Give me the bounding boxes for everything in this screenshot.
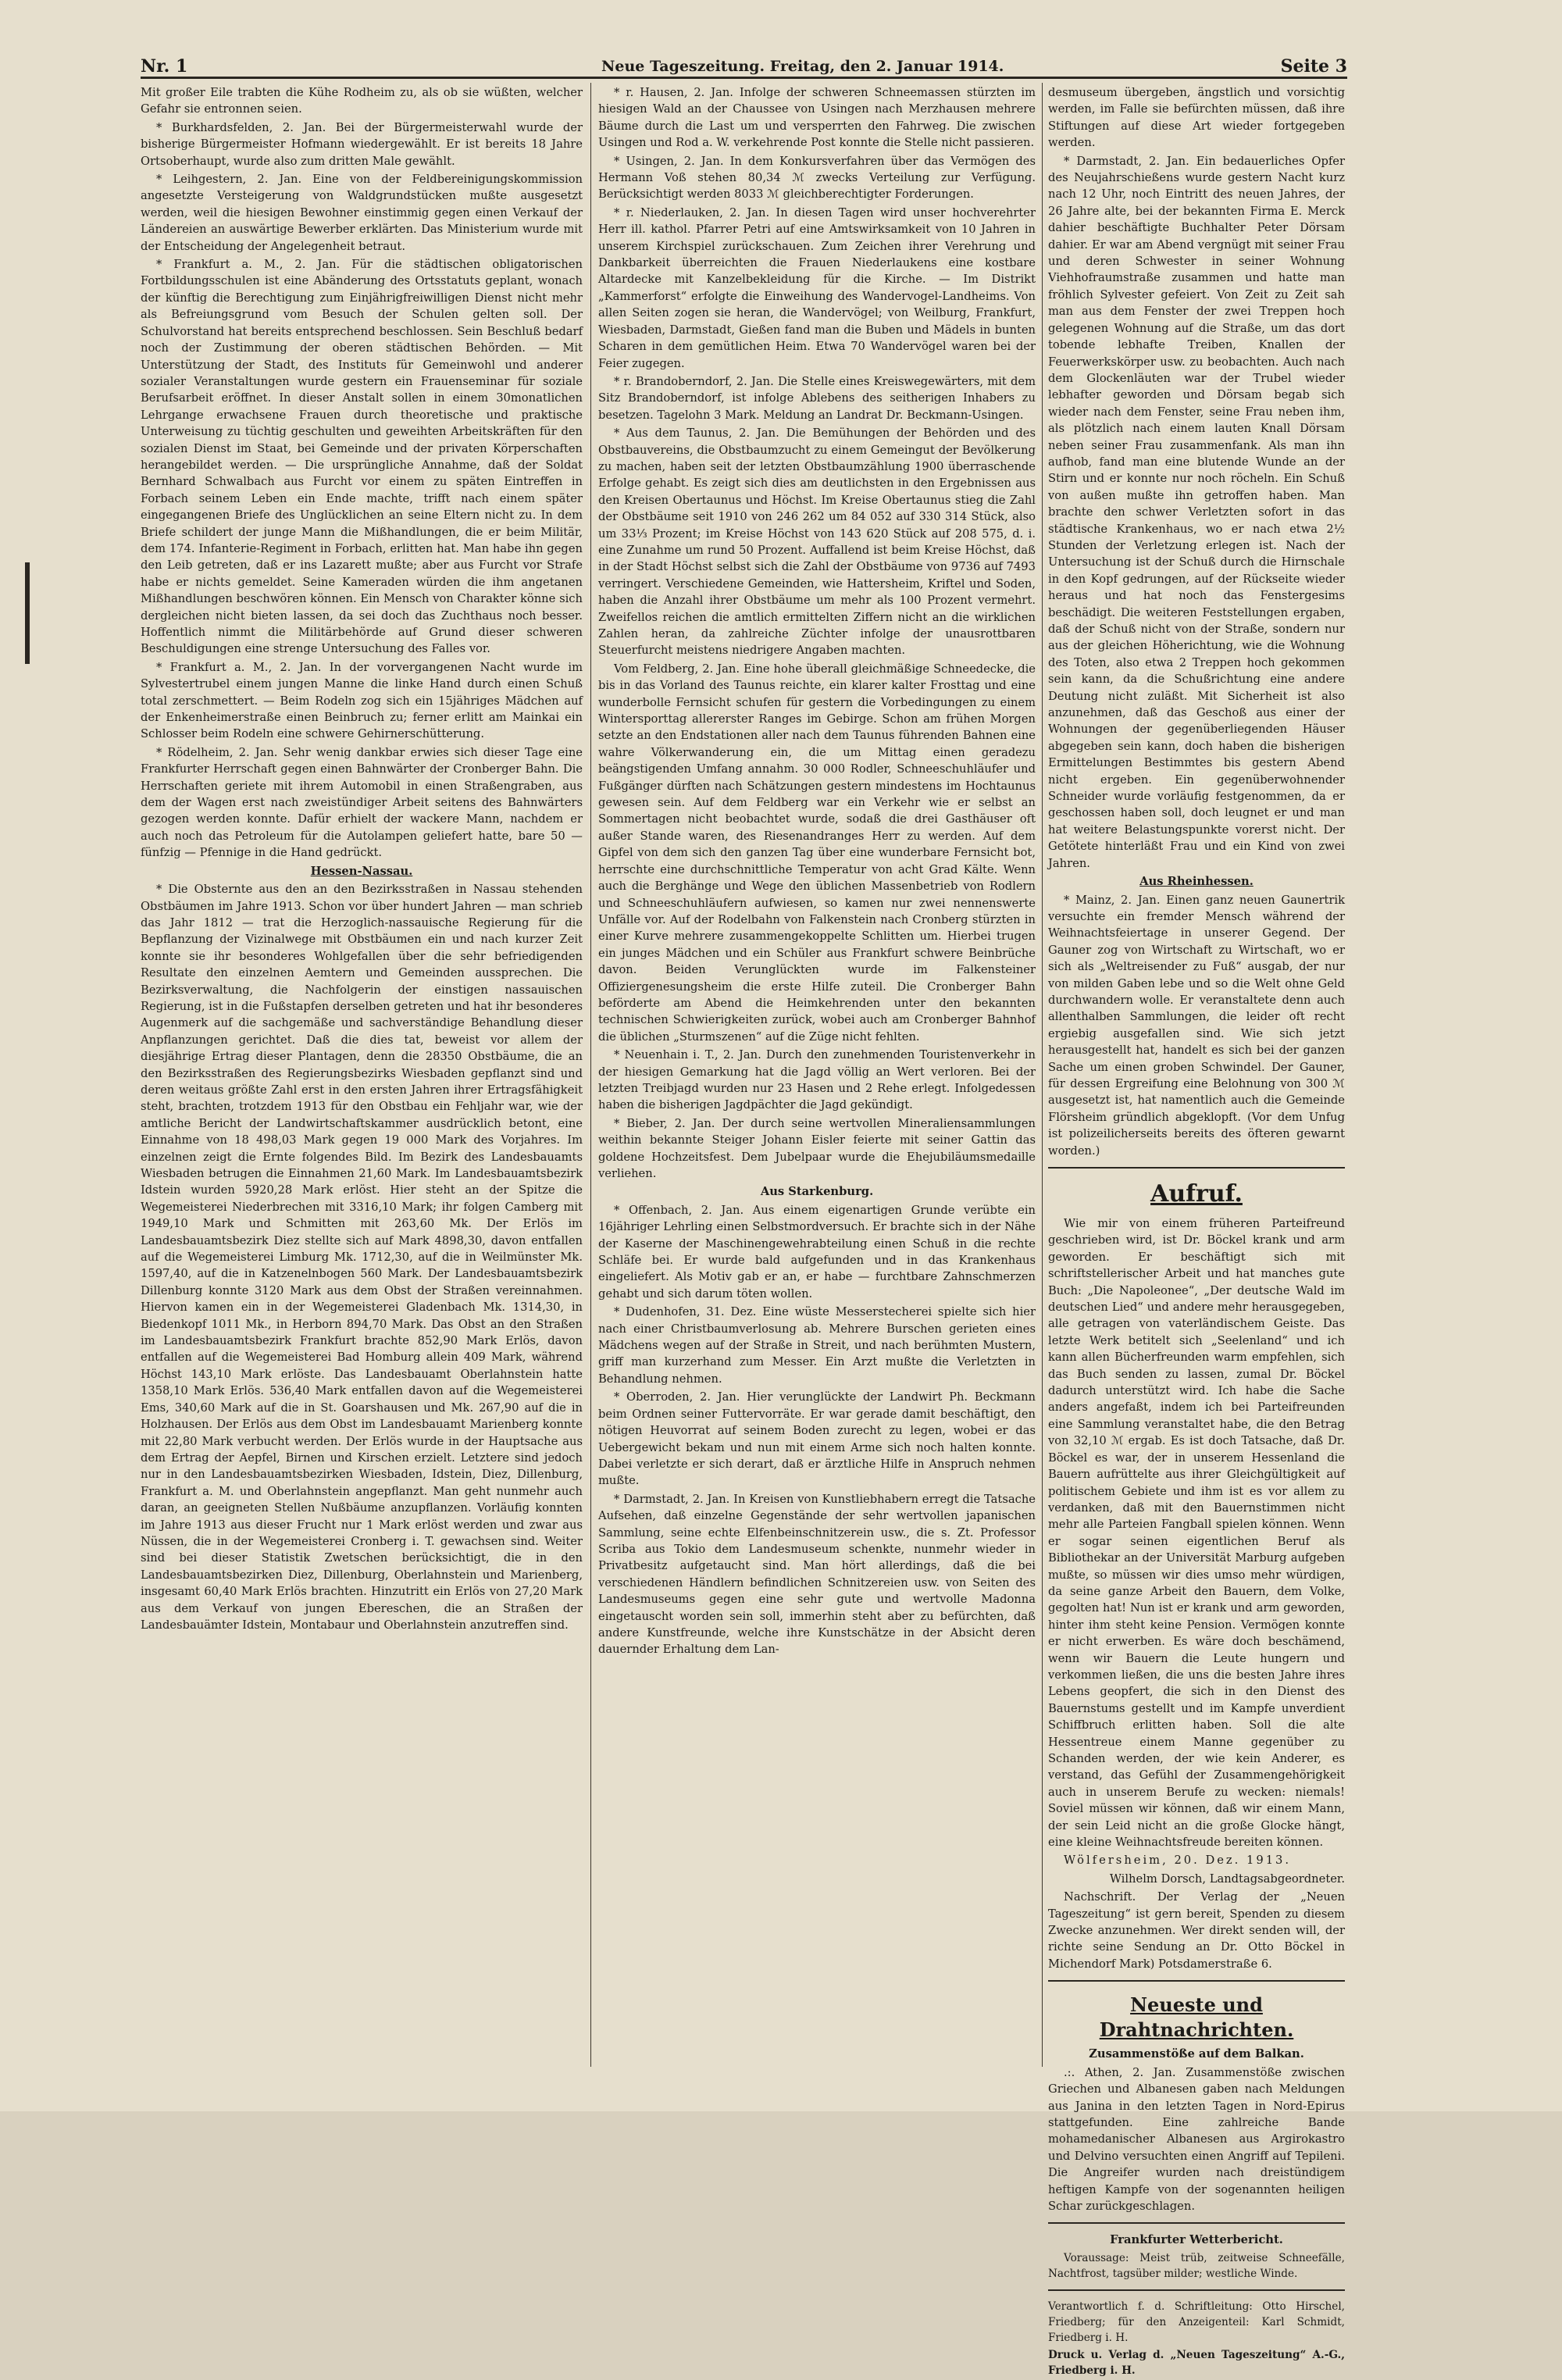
article-obsternte: * Die Obsternte aus den an den Bezirksstraßen in Nassau stehenden Obstbäumen im Jahre 1913. Schon vor über hundert Jahren — man schrieb das Jahr 1812 — trat die Herzoglich-nassauische Regierung für die Bepflanzung der Vizinalwege mit Obstbäumen ein und nach kurzer Zeit konnte sie ihr besonderes Wohlgefallen über die sehr befriedigenden Resultate den einzelnen Aemtern und Gemeinden aussprechen. Die Bezirksverwaltung, die Nachfolgerin der einstigen nassauischen Regierung, ist in die Fußstapfen derselben getreten und hat ihr besonderes Augenmerk auf die sachgemäße und sachverständige Behandlung dieser Anpflanzungen gerichtet. Daß die dies tat, beweist vor allem der diesjährige Ertrag dieser Plantagen, denn die 28350 Obstbäume, die an den Bezirksstraßen des Regierungsbezirks Wiesbaden gepflanzt sind und deren weitaus größte Zahl erst in den ersten Jahren ihrer Ertragsfähigkeit steht, brachten, trotzdem 1913 für den Obstbau ein Fehljahr war, wie der amtliche Bericht der Landwirtschaftskammer ausdrücklich betont, eine Einnahme von 18 498,03 Mark gegen 19 000 Mark des Vorjahres. Im einzelnen zeigt die Ernte folgendes Bild. Im Bezirk des Landesbauamts Wiesbaden betrugen die Einnahmen 21,60 Mark. Im Landesbauamtsbezirk Idstein wurden 5920,28 Mark erlöst. Hier steht an der Spitze die Wegemeisterei Niederbrechen mit 3316,10 Mark; ihr folgen Camberg mit 1949,10 Mark und Schmitten mit 263,60 Mk. Der Erlös im Landesbauamtsbezirk Diez stellte sich auf Mark 4898,30, davon entfallen auf die Wegemeisterei Limburg Mk. 1712,30, auf die in Weilmünster Mk. 1597,40, auf die in Katzenelnbogen 560 Mark. Der Landesbauamtsbezirk Dillenburg konnte 3120 Mark aus dem Obst der Straßen vereinnahmen. Hiervon kamen ein in der Wegemeisterei Gladenbach Mk. 1314,30, in Biedenkopf 1011 Mk., in Herborn 894,70 Mark. Das Obst an den Straßen im Landesbauamtsbezirk Frankfurt brachte 852,90 Mark Erlös, davon entfallen auf die Wegemeisterei Bad Homburg allein 409 Mark, während Höchst 143,10 Mark erlöste. Das Landesbauamt Oberlahnstein hatte 1358,10 Mark Erlös. 536,40 Mark entfallen davon auf die Wegemeisterei Ems, 340,60 Mark auf die in St. Goarshausen und Mk. 267,90 auf die in Holzhausen. Der Erlös aus dem Obst im Landesbauamt Marienberg konnte mit 22,80 Mark verbucht werden. Der Erlös wurde in der Hauptsache aus dem Ertrag der Aepfel, Birnen und Kirschen erzielt. Letztere sind jedoch nur in den Landesbauamtsbezirken Wiesbaden, Idstein, Diez, Dillenburg, Frankfurt a. M. und Oberlahnstein angepflanzt. Man geht nunmehr auch daran, an geeigneten Stellen Nußbäume anzupflanzen. Vorläufig konnten im Jahre 1913 aus dieser Frucht nur 1 Mark erlöst werden und zwar aus Nüssen, die in der Wegemeisterei Cronberg i. T. gewachsen sind. Weiter sind bei dieser Statistik Zwetschen berücksichtigt, die in den Landesbauamtsbezirken Diez, Dillenburg, Oberlahnstein und Marienberg, insgesamt 60,40 Mark Erlös brachten. Hinzutritt ein Erlös von 27,20 Mark aus dem Verkauf von jungen Ebereschen, die an Straßen der Landesbauämter Idstein, Montabaur und Oberlahnstein anzutreffen sind. <box>141 883 583 1632</box>
article-continuation: desmuseum übergeben, ängstlich und vorsichtig werden, im Falle sie befürchten müssen, daß ihre Stiftungen auf diese Art wieder fortgegeben werden. <box>1048 86 1345 150</box>
section-heading-starkenburg: Aus Starkenburg. <box>760 1185 874 1199</box>
article-bieber: * Bieber, 2. Jan. Der durch seine wertvollen Mineraliensammlungen weithin bekannte Steiger Johann Eisler feierte mit seiner Gattin das goldene Hochzeitsfest. Dem Jubelpaar wurde die Ehejubiläumsmedaille verliehen. <box>598 1116 1036 1180</box>
aufruf-nachschrift: Nachschrift. Der Verlag der „Neuen Tageszeitung“ ist gern bereit, Spenden zu diesem Zwecke anzunehmen. Wer direkt senden will, der richte seine Sendung an Dr. Otto Böckel in Michendorf Mark) Potsdamerstraße 6. <box>1048 1890 1345 1971</box>
issue-number: Nr. 1 <box>141 56 188 77</box>
news-heading: Neueste und Drahtnachrichten. <box>1099 1993 1294 2042</box>
article-hausen: * r. Hausen, 2. Jan. Infolge der schweren Schneemassen stürzten im hiesigen Wald an der Chaussee von Usingen nach Merzhausen mehrere Bäume durch die Last um und versperrten den Fahrweg. Die zwischen Usingen und Rod a. W. verkehrende Post konnte die Stelle nicht passieren. <box>598 86 1036 150</box>
section-heading-rheinhessen: Aus Rheinhessen. <box>1139 875 1254 889</box>
imprint-editors: Verantwortlich f. d. Schriftleitung: Otto Hirschel, Friedberg; für den Anzeigenteil: Karl Schmidt, Friedberg i. H. <box>1048 2300 1345 2344</box>
aufruf-body: Wie mir von einem früheren Parteifreund geschrieben wird, ist Dr. Böckel krank und arm geworden. Er beschäftigt sich mit schriftstellerischer Arbeit und hat manches gute Buch: „Die Napoleonee“, „Der deutsche Wald im deutschen Lied“ und andere mehr herausgegeben, alle getragen von vaterländischem Geiste. Das letzte Werk betitelt sich „Seelenland“ und ich kann allen Bücherfreunden warm empfehlen, sich das Buch senden zu lassen, zumal Dr. Böckel dadurch unterstützt wird. Ich habe die Sache anders angefaßt, indem ich bei Parteifreunden eine Sammlung veranstaltet habe, die den Betrag von 32,10 ℳ ergab. Es ist doch Tatsache, daß Dr. Böckel es war, der in unserem Hessenland die Bauern aufrüttelte aus ihrer Gleichgültigkeit auf politischem Gebiete und ihm ist es vor allem zu verdanken, daß mit den Bauernstimmen nicht mehr alle Parteien Fangball spielen können. Wenn er sogar seinen eigentlichen Beruf als Bibliothekar an der Universität Marburg aufgeben mußte, so müssen wir dies umso mehr würdigen, da seine ganze Arbeit den Bauern, dem Volke, gegolten hat! Nun ist er krank und arm geworden, hinter ihm steht keine Pension. Vermögen konnte er nicht erwerben. Es wäre doch beschämend, wenn wir Bauern die Leute hungern und verkommen ließen, die uns die besten Jahre ihres Lebens geopfert, die sich in den Dienst des Bauernstums gestellt und im Kampfe unverdient Schiffbruch erlitten haben. Soll die alte Hessentreue einem Manne gegenüber zu Schanden werden, der wie kein Anderer, es verstand, das Gefühl der Zusammengehörigkeit auch in unserem Berufe zu wecken: niemals! Soviel müssen wir können, daß wir einem Mann, der sein Leid nicht an die große Glocke hängt, eine kleine Weihnachtsfreude bereiten können. <box>1048 1217 1345 1850</box>
column-rule-2 <box>1042 83 1043 2067</box>
article-roedelheim: * Rödelheim, 2. Jan. Sehr wenig dankbar erwies sich dieser Tage eine Frankfurter Herrschaft gegen einen Bahnwärter der Cronberger Bahn. Die Herrschaften geriete mit ihrem Automobil in einen Straßengraben, aus dem der Wagen erst nach zweistündiger Arbeit seitens des Bahnwärters gezogen werden konnte. Dafür erhielt der wackere Mann, nachdem er auch noch das Petroleum für die Autolampen geliefert hatte, bare 50 — fünfzig — Pfennige in die Hand gedrückt. <box>141 745 583 860</box>
page-number: Seite 3 <box>1280 56 1347 77</box>
aufruf-heading: Aufruf. <box>1150 1180 1243 1208</box>
article-feldberg: Vom Feldberg, 2. Jan. Eine hohe überall gleichmäßige Schneedecke, die bis in das Vorland des Taunus reichte, ein klarer kalter Frosttag und eine wunderbolle Fernsicht schufen für gestern die Vorbedingungen zu einem Wintersporttag allererster Ranges im Gebirge. Schon am frühen Morgen setzte an den Endstationen aller nach dem Taunus führenden Bahnen eine wahre Völkerwanderung ein, die um Mittag einen geradezu beängstigenden Umfang annahm. 30 000 Rodler, Schneeschuhläufer und Fußgänger dürften nach Schätzungen gestern mindestens im Hochtaunus gewesen sein. Auf dem Feldberg war ein Verkehr wie er selbst an Sommertagen nicht beobachtet wurde, sodaß die drei Gasthäuser oft außer Stande waren, des Riesenandranges Herr zu werden. Auf dem Gipfel von dem sich den ganzen Tag über eine wunderbare Fernsicht bot, herrschte eine durchschnittliche Temperatur von acht Grad Kälte. Wenn auch die Berghänge und Wege den üblichen Massenbetrieb von Rodlern und Schneeschuhläufern aufwiesen, so kamen nur zwei nennenswerte Unfälle vor. Auf der Rodelbahn von Falkenstein nach Cronberg stürzten in einer Kurve mehrere zusammengekoppelte Schlitten um. Hierbei trugen ein junges Mädchen und ein Schüler aus Frankfurt schwere Beinbrüche davon. Beiden Verunglückten wurde im Falkensteiner Offiziergenesungsheim die erste Hilfe zuteil. Die Cronberger Bahn beförderte am Abend die Heimkehrenden unter den bekannten technischen Schwierigkeiten zurück, wobei auch am Cronberger Bahnhof die üblichen „Sturmszenen“ auf die Züge nicht fehlten. <box>598 662 1036 1044</box>
column-rule-1 <box>590 83 591 2067</box>
article-usingen: * Usingen, 2. Jan. In dem Konkursverfahren über das Vermögen des Hermann Voß stehen 80,34 ℳ zwecks Verteilung zur Verfügung. Berücksichtigt werden 8033 ℳ gleichberechtigter Forderungen. <box>598 154 1036 202</box>
news-subheading: Zusammenstöße auf dem Balkan. <box>1089 2047 1304 2061</box>
article-darmstadt-2: * Darmstadt, 2. Jan. Ein bedauerliches Opfer des Neujahrschießens wurde gestern Nacht kurz nach 12 Uhr, noch Eintritt des neuen Jahres, der 26 Jahre alte, bei der bekannten Firma E. Merck dahier beschäftigte Buchhalter Peter Dörsam dahier. Er war am Abend vergnügt mit seiner Frau und deren Schwester in seiner Wohnung Viehhofraumstraße zusammen und hatte man fröhlich Sylvester gefeiert. Von Zeit zu Zeit sah man aus dem Fenster der zwei Treppen hoch gelegenen Wohnung auf die Straße, um das dort tobende lebhafte Treiben, Knallen der Feuerwerkskörper usw. zu beobachten. Auch nach dem Glockenläuten war der Trubel wieder lebhafter geworden und Dörsam begab sich wieder nach dem Fenster, seine Frau neben ihm, als plötzlich nach einem lauten Knall Dörsam neben seiner Frau zusammenfank. Als man ihn aufhob, fand man eine blutende Wunde an der Stirn und er konnte nur noch röcheln. Ein Schuß von außen mußte ihn getroffen haben. Man brachte den schwer Verletzten sofort in das städtische Krankenhaus, wo er nach etwa 2½ Stunden der Verletzung erlegen ist. Nach der Untersuchung ist der Schuß durch die Hirnschale in den Kopf gedrungen, auf der Rückseite wieder heraus und hat noch das Fenstergesims beschädigt. Die weiteren Feststellungen ergaben, daß der Schuß nicht von der Straße, sondern nur aus der gleichen Höherichtung, wie die Wohnung des Toten, also etwa 2 Treppen hoch gekommen sein kann, da die Schußrichtung eine andere Deutung nicht zuläßt. Mit Sicherheit ist also anzunehmen, daß das Geschoß aus einer der Wohnungen der gegenüberliegenden Häuser abgegeben sein kann, doch haben die bisherigen Ermittelungen Bestimmtes bis gestern Abend nicht ergeben. Ein gegenüberwohnender Schneider wurde vorläufig festgenommen, da er geschossen haben soll, doch leugnet er und man hat weitere Belastungspunkte vorerst nicht. Der Getötete hinterläßt Frau und ein Kind von zwei Jahren. <box>1048 154 1345 870</box>
divider <box>1048 2289 1345 2291</box>
article-oberroden: * Oberroden, 2. Jan. Hier verunglückte der Landwirt Ph. Beckmann beim Ordnen seiner Futtervorräte. Er war gerade damit beschäftigt, den nötigen Heuvorrat auf seinem Boden zurecht zu legen, wobei er das Uebergewicht bekam und nun mit einem Arme sich noch halten konnte. Dabei verletzte er sich derart, daß er ärztliche Hilfe in Anspruch nehmen mußte. <box>598 1390 1036 1488</box>
weather-forecast: Voraussage: Meist trüb, zeitweise Schneefälle, Nachtfrost, tagsüber milder; westliche Winde. <box>1048 2251 1345 2280</box>
article-niederlauken: * r. Niederlauken, 2. Jan. In diesen Tagen wird unser hochverehrter Herr ill. kathol. Pfarrer Petri auf eine Amtswirksamkeit von 10 Jahren in unserem Kirchspiel zurückschauen. Zum Zeichen ihrer Verehrung und Dankbarkeit überreichten die Frauen Niederlaukens eine kostbare Altardecke mit Kanzelbekleidung für die Kirche. — Im Distrikt „Kammerforst“ erfolgte die Einweihung des Wandervogel-Landheims. Von allen Seiten zogen sie heran, die Wandervögel; von Weilburg, Frankfurt, Wiesbaden, Darmstadt, Gießen fand man die Buben und Mädels in bunten Scharen in dem gemütlichen Heim. Etwa 70 Wandervögel waren bei der Feier zugegen. <box>598 205 1036 370</box>
column-3 <box>1048 84 1345 2380</box>
article-neuenhain: * Neuenhain i. T., 2. Jan. Durch den zunehmenden Touristenverkehr in der hiesigen Gemarkung hat die Jagd völlig an Wert verloren. Bei der letzten Treibjagd wurden nur 23 Hasen und 2 Rehe erlegt. Infolgedessen haben die bisherigen Jagdpächter die Jagd gekündigt. <box>598 1048 1036 1112</box>
article-athen: .:. Athen, 2. Jan. Zusammenstöße zwischen Griechen und Albanesen gaben nach Meldungen aus Janina in den letzten Tagen in Nord-Epirus stattgefunden. Eine zahlreiche Bande mohamedanischer Albanesen aus Argirokastro und Delvino versuchten einen Angriff auf Tepileni. Die Angreifer wurden nach dreistündigem heftigen Kampfe von der sogenannten heiligen Schar zurückgeschlagen. <box>1048 2065 1345 2213</box>
aufruf-signature-name: Wilhelm Dorsch, Landtagsabgeordneter. <box>1109 1872 1345 1886</box>
divider <box>1048 2222 1345 2224</box>
page-header <box>141 56 1347 79</box>
weather-heading: Frankfurter Wetterbericht. <box>1110 2233 1283 2247</box>
article-darmstadt-1: * Darmstadt, 2. Jan. In Kreisen von Kunstliebhabern erregt die Tatsache Aufsehen, daß einzelne Gegenstände der sehr wertvollen japanischen Sammlung, seine echte Elfenbeinschnitzerein usw., die s. Zt. Professor Scriba aus Tokio dem Landesmuseum schenkte, nunmehr wieder in Privatbesitz aufgetaucht sind. Man hört allerdings, daß die bei verschiedenen Händlern befindlichen Schnitzereien usw. von Seiten des Landesmuseums gegen eine sehr gute und wertvolle Madonna eingetauscht worden sein soll, immerhin steht aber zu befürchten, daß andere Kunstfreunde, welche ihre Kunstschätze in der Absicht deren dauernder Erhaltung dem Lan- <box>598 1492 1036 1657</box>
section-heading-hessen-nassau: Hessen-Nassau. <box>310 864 413 878</box>
article-taunus: * Aus dem Taunus, 2. Jan. Die Bemühungen der Behörden und des Obstbauvereins, die Obstbaumzucht zu einem Gemeingut der Bevölkerung zu machen, haben seit der letzten Obstbaumzählung 1900 überraschende Erfolge gehabt. Es zeigt sich dies am deutlichsten in den Ergebnissen aus den Kreisen Obertaunus und Höchst. Im Kreise Obertaunus stieg die Zahl der Obstbäume seit 1910 von 246 262 um 84 052 auf 330 314 Stück, also um 33⅓ Prozent; im Kreise Höchst von 143 620 Stück auf 208 575, d. i. eine Zunahme um rund 50 Prozent. Auffallend ist beim Kreise Höchst, daß in der Stadt Höchst selbst sich die Zahl der Obstbäume von 9736 auf 7493 verringert. Verschiedene Gemeinden, wie Hattersheim, Kriftel und Soden, haben die Anzahl ihrer Obstbäume um mehr als 100 Prozent vermehrt. Zweifellos reichen die amtlich ermittelten Ziffern nicht an die wirklichen Zahlen heran, da zahlreiche Züchter infolge der unausrottbaren Steuerfurcht meistens niedrigere Angaben machten. <box>598 426 1036 658</box>
divider <box>1048 1167 1345 1169</box>
article-brandoberndorf: * r. Brandoberndorf, 2. Jan. Die Stelle eines Kreiswegewärters, mit dem Sitz Brandoberndorf, ist infolge Ablebens des seitherigen Inhabers zu besetzen. Tagelohn 3 Mark. Meldung an Landrat Dr. Beckmann-Usingen. <box>598 374 1036 422</box>
article-dudenhofen: * Dudenhofen, 31. Dez. Eine wüste Messerstecherei spielte sich hier nach einer Christbaumverlosung ab. Mehrere Burschen gerieten eines Mädchens wegen auf der Straße in Streit, und nach berühmten Mustern, griff man kurzerhand zum Messer. Ein Arzt mußte die Verletzten in Behandlung nehmen. <box>598 1305 1036 1386</box>
article-intro: Mit großer Eile trabten die Kühe Rodheim zu, als ob sie wüßten, welcher Gefahr sie entronnen seien. <box>141 86 583 116</box>
article-mainz: * Mainz, 2. Jan. Einen ganz neuen Gaunertrik versuchte ein fremder Mensch während der Weihnachtsfeiertage in unserer Gegend. Der Gauner zog von Wirtschaft zu Wirtschaft, wo er sich als „Weltreisender zu Fuß“ ausgab, der nur von milden Gaben lebe und so die Welt ohne Geld durchwandern wolle. Er veranstaltete denn auch allenthalben Sammlungen, die leider oft recht ergiebig ausgefallen sind. Wie sich jetzt herausgestellt hat, handelt es sich bei der ganzen Sache um einen groben Schwindel. Der Gauner, für dessen Ergreifung eine Belohnung von 300 ℳ ausgesetzt ist, hat namentlich auch die Gemeinde Flörsheim gründlich abgeklopft. (Vor dem Unfug ist polizeilicherseits bereits des öfteren gewarnt worden.) <box>1048 893 1345 1158</box>
article-frankfurt-2: * Frankfurt a. M., 2. Jan. In der vorvergangenen Nacht wurde im Sylvestertrubel einem jungen Manne die linke Hand durch einen Schuß total zerschmettert. — Beim Rodeln zog sich ein 15jähriges Mädchen auf der Enkenheimerstraße einen Beinbruch zu; ferner erlitt am Mainkai ein Schlosser beim Rodeln eine schwere Gehirnerschütterung. <box>141 660 583 741</box>
article-leihgestern: * Leihgestern, 2. Jan. Eine von der Feldbereinigungskommission angesetzte Versteigerung von Waldgrundstücken mußte ausgesetzt werden, weil die hiesigen Bewohner einstimmig gegen einen Verkauf der Ländereien an auswärtige Bewerber erklärten. Das Ministerium wurde mit der Entscheidung der Angelegenheit betraut. <box>141 173 583 253</box>
article-offenbach: * Offenbach, 2. Jan. Aus einem eigenartigen Grunde verübte ein 16jähriger Lehrling einen Selbstmordversuch. Er brachte sich in der Nähe der Kaserne der Maschinengewehrabteilung einen Schuß in die rechte Schläfe bei. Er wurde bald aufgefunden und in das Krankenhaus eingeliefert. Als Motiv gab er an, er habe — furchtbare Zahnschmerzen gehabt und sich darum töten wollen. <box>598 1203 1036 1301</box>
article-burkhardsfelden: * Burkhardsfelden, 2. Jan. Bei der Bürgermeisterwahl wurde der bisherige Bürgermeister Hofmann wiedergewählt. Er ist bereits 18 Jahre Ortsoberhaupt, wurde also zum dritten Male gewählt. <box>141 120 583 168</box>
column-2 <box>598 84 1036 1660</box>
newspaper-dateline: Neue Tageszeitung. Freitag, den 2. Januar 1914. <box>601 58 1004 75</box>
aufruf-signature-place: Wölfersheim, 20. Dez. 1913. <box>1064 1854 1292 1868</box>
scan-edge-mark <box>25 562 30 664</box>
imprint-publisher: Druck u. Verlag d. „Neuen Tageszeitung“ A.-G., Friedberg i. H. <box>1048 2348 1345 2377</box>
column-1 <box>141 84 583 1635</box>
article-frankfurt-1: * Frankfurt a. M., 2. Jan. Für die städtischen obligatorischen Fortbildungsschulen ist eine Abänderung des Ortsstatuts geplant, wonach der künftig die Berechtigung zum Einjährigfreiwilligen Dienst nicht mehr als Befreiungsgrund vom Besuch der Schulen gelten soll. Der Schulvorstand hat bereits entsprechend beschlossen. Sein Beschluß bedarf noch der Zustimmung der oberen städtischen Behörden. — Mit Unterstützung der Stadt, des Instituts für Gemeinwohl und anderer sozialer Veranstaltungen wurde gestern ein Frauenseminar für soziale Berufsarbeit eröffnet. In dieser Anstalt sollen in einem 30monatlichen Lehrgange erwachsene Frauen durch theoretische und praktische Unterweisung zu tüchtig geschulten und geweihten Arbeitskräften für den sozialen Dienst im Staat, bei Gemeinde und der privaten Körperschaften herangebildet werden. — Die ursprüngliche Annahme, daß der Soldat Bernhard Schwalbach aus Furcht vor einem zu späten Eintreffen in Forbach seinem Leben ein Ende machte, trifft nach einem später eingegangenen Briefe des Unglücklichen an seine Eltern nicht zu. In dem Briefe schildert der junge Mann die Mißhandlungen, die er beim Militär, dem 174. Infanterie-Regiment in Forbach, erlitten hat. Man habe ihn gegen den Leib getreten, daß er ins Lazarett mußte; aber aus Furcht vor Strafe habe er nichts gemeldet. Seine Kameraden würden die ihm angetanen Mißhandlungen beschwören können. Ein Mensch von Charakter könne sich dergleichen nicht bieten lassen, da sei doch das Zuchthaus noch besser. Hoffentlich nimmt die Militärbehörde auf Grund dieser schweren Beschuldigungen eine strenge Untersuchung des Falles vor. <box>141 258 583 656</box>
divider <box>1048 1980 1345 1982</box>
